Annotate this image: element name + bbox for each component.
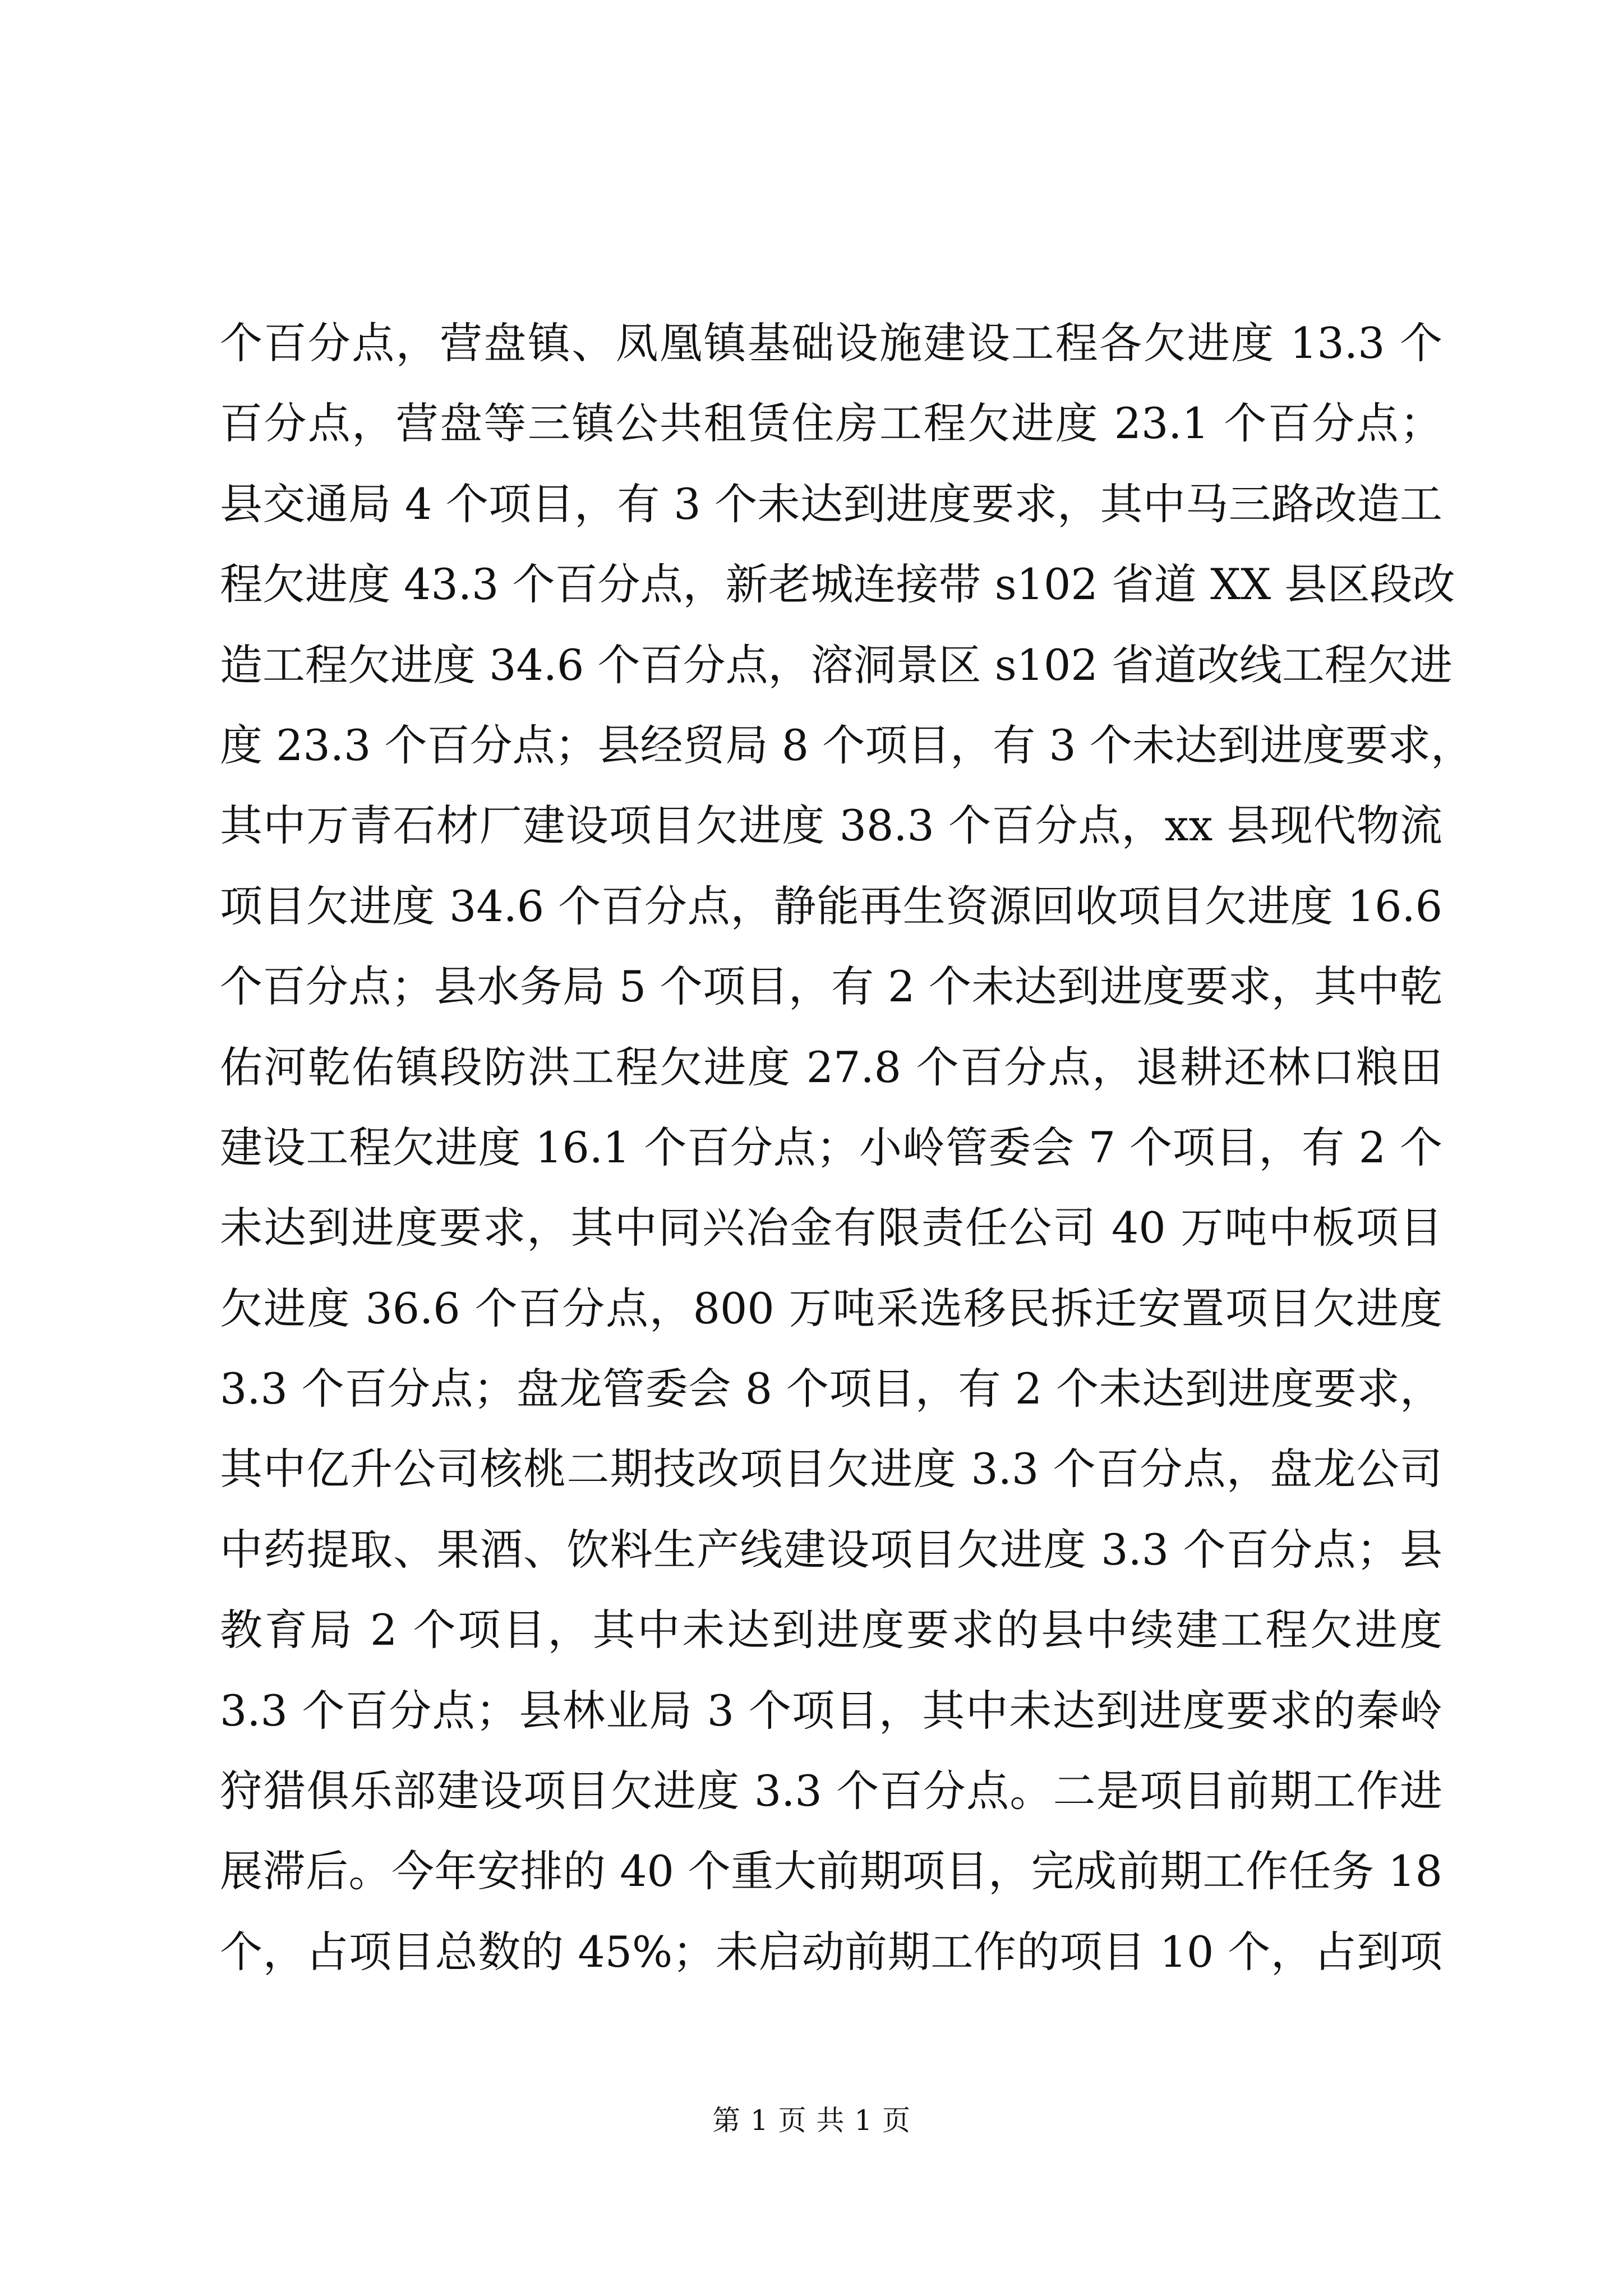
text-line: 3.3 个百分点；县林业局 3 个项目，其中未达到进度要求的秦岭	[220, 1685, 1442, 1736]
text-line: 狩猎俱乐部建设项目欠进度 3.3 个百分点。二是项目前期工作进	[220, 1766, 1442, 1816]
page-number-label: 第 1 页 共 1 页	[712, 2104, 911, 2137]
text-line: 教育局 2 个项目，其中未达到进度要求的县中续建工程欠进度	[220, 1605, 1442, 1655]
text-line: 中药提取、果酒、饮料生产线建设项目欠进度 3.3 个百分点；县	[220, 1524, 1442, 1575]
text-line: 个百分点；县水务局 5 个项目，有 2 个未达到进度要求，其中乾	[220, 961, 1442, 1012]
text-line: 县交通局 4 个项目，有 3 个未达到进度要求，其中马三路改造工	[220, 478, 1442, 529]
text-line: 程欠进度 43.3 个百分点，新老城连接带 s102 省道 XX 县区段改	[220, 559, 1455, 610]
text-line: 未达到进度要求，其中同兴冶金有限责任公司 40 万吨中板项目	[220, 1203, 1442, 1253]
text-line: 佑河乾佑镇段防洪工程欠进度 27.8 个百分点，退耕还林口粮田	[220, 1042, 1442, 1092]
text-line: 个，占项目总数的 45%；未启动前期工作的项目 10 个，占到项	[220, 1926, 1442, 1977]
page-footer	[0, 2098, 1623, 2138]
text-line: 百分点，营盘等三镇公共租赁住房工程欠进度 23.1 个百分点；	[220, 398, 1442, 449]
text-line: 其中亿升公司核桃二期技改项目欠进度 3.3 个百分点，盘龙公司	[220, 1444, 1442, 1494]
text-line: 建设工程欠进度 16.1 个百分点；小岭管委会 7 个项目，有 2 个	[220, 1122, 1442, 1172]
text-line: 造工程欠进度 34.6 个百分点，溶洞景区 s102 省道改线工程欠进	[220, 639, 1453, 690]
text-line: 个百分点，营盘镇、凤凰镇基础设施建设工程各欠进度 13.3 个	[220, 318, 1442, 368]
text-line: 展滞后。今年安排的 40 个重大前期项目，完成前期工作任务 18	[220, 1846, 1442, 1897]
text-line: 其中万青石材厂建设项目欠进度 38.3 个百分点，xx 县现代物流	[220, 800, 1442, 851]
text-line: 欠进度 36.6 个百分点，800 万吨采选移民拆迁安置项目欠进度	[220, 1283, 1442, 1333]
text-line: 项目欠进度 34.6 个百分点，静能再生资源回收项目欠进度 16.6	[220, 881, 1442, 931]
text-line: 度 23.3 个百分点；县经贸局 8 个项目，有 3 个未达到进度要求，	[220, 720, 1473, 770]
body-text	[220, 303, 1473, 1992]
text-line: 3.3 个百分点；盘龙管委会 8 个项目，有 2 个未达到进度要求，	[220, 1364, 1442, 1414]
